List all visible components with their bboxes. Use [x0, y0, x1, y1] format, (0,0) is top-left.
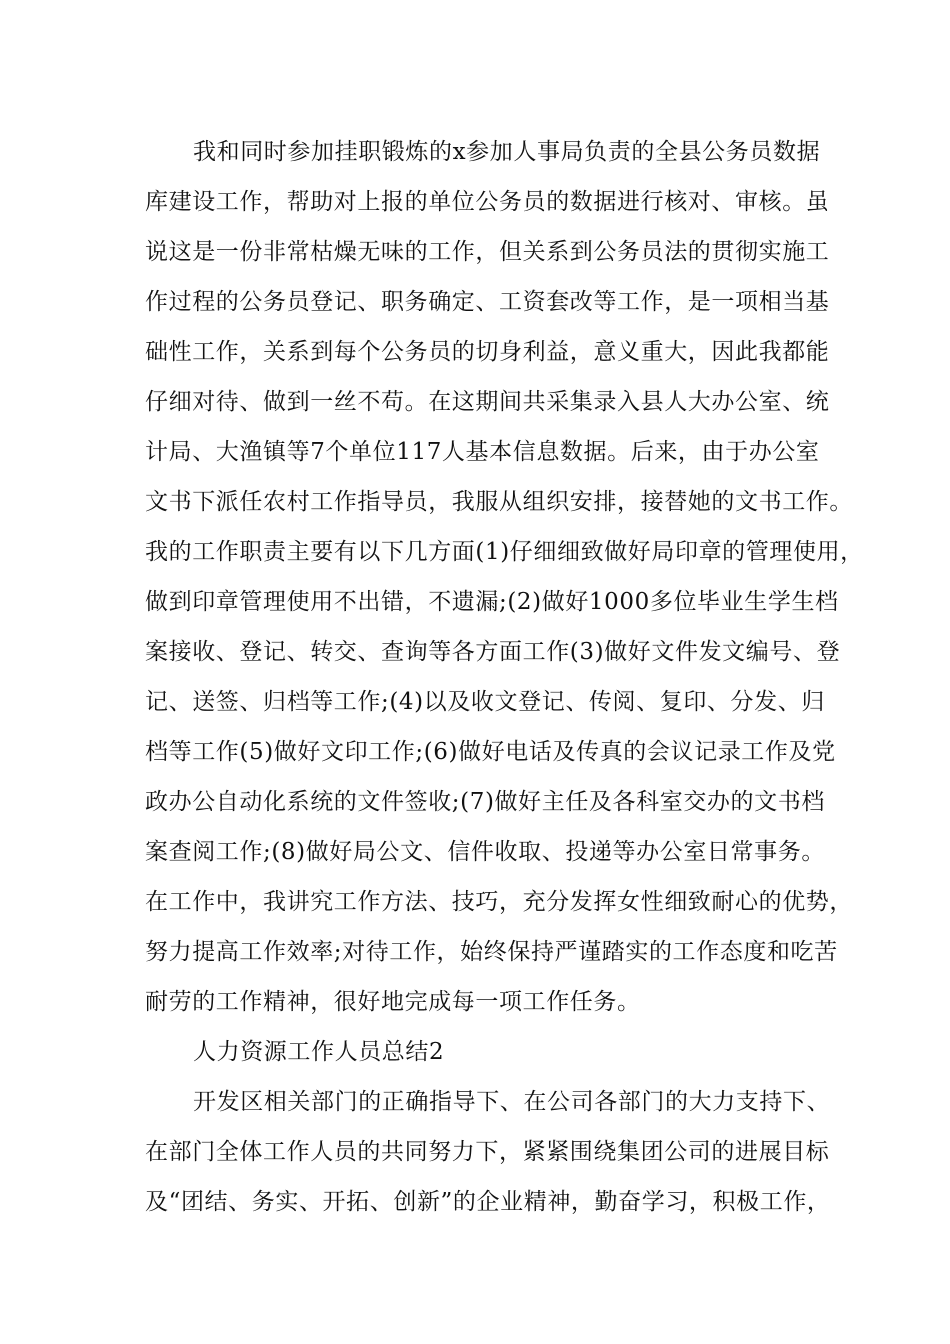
paragraph-1-line-4: 作过程的公务员登记、职务确定、工资套改等工作，是一项相当基 [145, 289, 830, 315]
paragraph-1-line-10: 做到印章管理使用不出错，不遗漏;(2)做好1000多位毕业生学生档 [145, 589, 839, 615]
paragraph-1-line-12: 记、送签、归档等工作;(4)以及收文登记、传阅、复印、分发、归 [145, 689, 825, 715]
section-heading: 人力资源工作人员总结2 [193, 1039, 445, 1065]
paragraph-1-line-5: 础性工作，关系到每个公务员的切身利益，意义重大，因此我都能 [145, 339, 830, 365]
paragraph-1-line-14: 政办公自动化系统的文件签收;(7)做好主任及各科室交办的文书档 [145, 789, 825, 815]
paragraph-1-line-9: 我的工作职责主要有以下几方面(1)仔细细致做好局印章的管理使用， [145, 539, 864, 565]
paragraph-1-line-17: 努力提高工作效率;对待工作，始终保持严谨踏实的工作态度和吃苦 [145, 939, 838, 965]
paragraph-1-line-11: 案接收、登记、转交、查询等各方面工作(3)做好文件发文编号、登 [145, 639, 841, 665]
paragraph-1-line-1: 我和同时参加挂职锻炼的x参加人事局负责的全县公务员数据 [193, 139, 821, 165]
paragraph-1-line-18: 耐劳的工作精神，很好地完成每一项工作任务。 [145, 989, 641, 1015]
paragraph-2-line-2: 在部门全体工作人员的共同努力下，紧紧围绕集团公司的进展目标 [145, 1139, 830, 1165]
paragraph-2-line-1: 开发区相关部门的正确指导下、在公司各部门的大力支持下、 [193, 1089, 831, 1115]
paragraph-1-line-16: 在工作中，我讲究工作方法、技巧，充分发挥女性细致耐心的优势， [145, 889, 853, 915]
paragraph-1-line-7: 计局、大渔镇等7个单位117人基本信息数据。后来，由于办公室 [145, 439, 820, 465]
paragraph-1-line-2: 库建设工作，帮助对上报的单位公务员的数据进行核对、审核。虽 [145, 189, 830, 215]
paragraph-1-line-3: 说这是一份非常枯燥无味的工作，但关系到公务员法的贯彻实施工 [145, 239, 830, 265]
paragraph-1-line-13: 档等工作(5)做好文印工作;(6)做好电话及传真的会议记录工作及党 [145, 739, 836, 765]
paragraph-2-line-3: 及“团结、务实、开拓、创新”的企业精神，勤奋学习，积极工作， [145, 1189, 831, 1215]
paragraph-1-line-15: 案查阅工作;(8)做好局公文、信件收取、投递等办公室日常事务。 [145, 839, 825, 865]
paragraph-1-line-8: 文书下派任农村工作指导员，我服从组织安排，接替她的文书工作。 [145, 489, 853, 515]
paragraph-1-line-6: 仔细对待、做到一丝不苟。在这期间共采集录入县人大办公室、统 [145, 389, 830, 415]
